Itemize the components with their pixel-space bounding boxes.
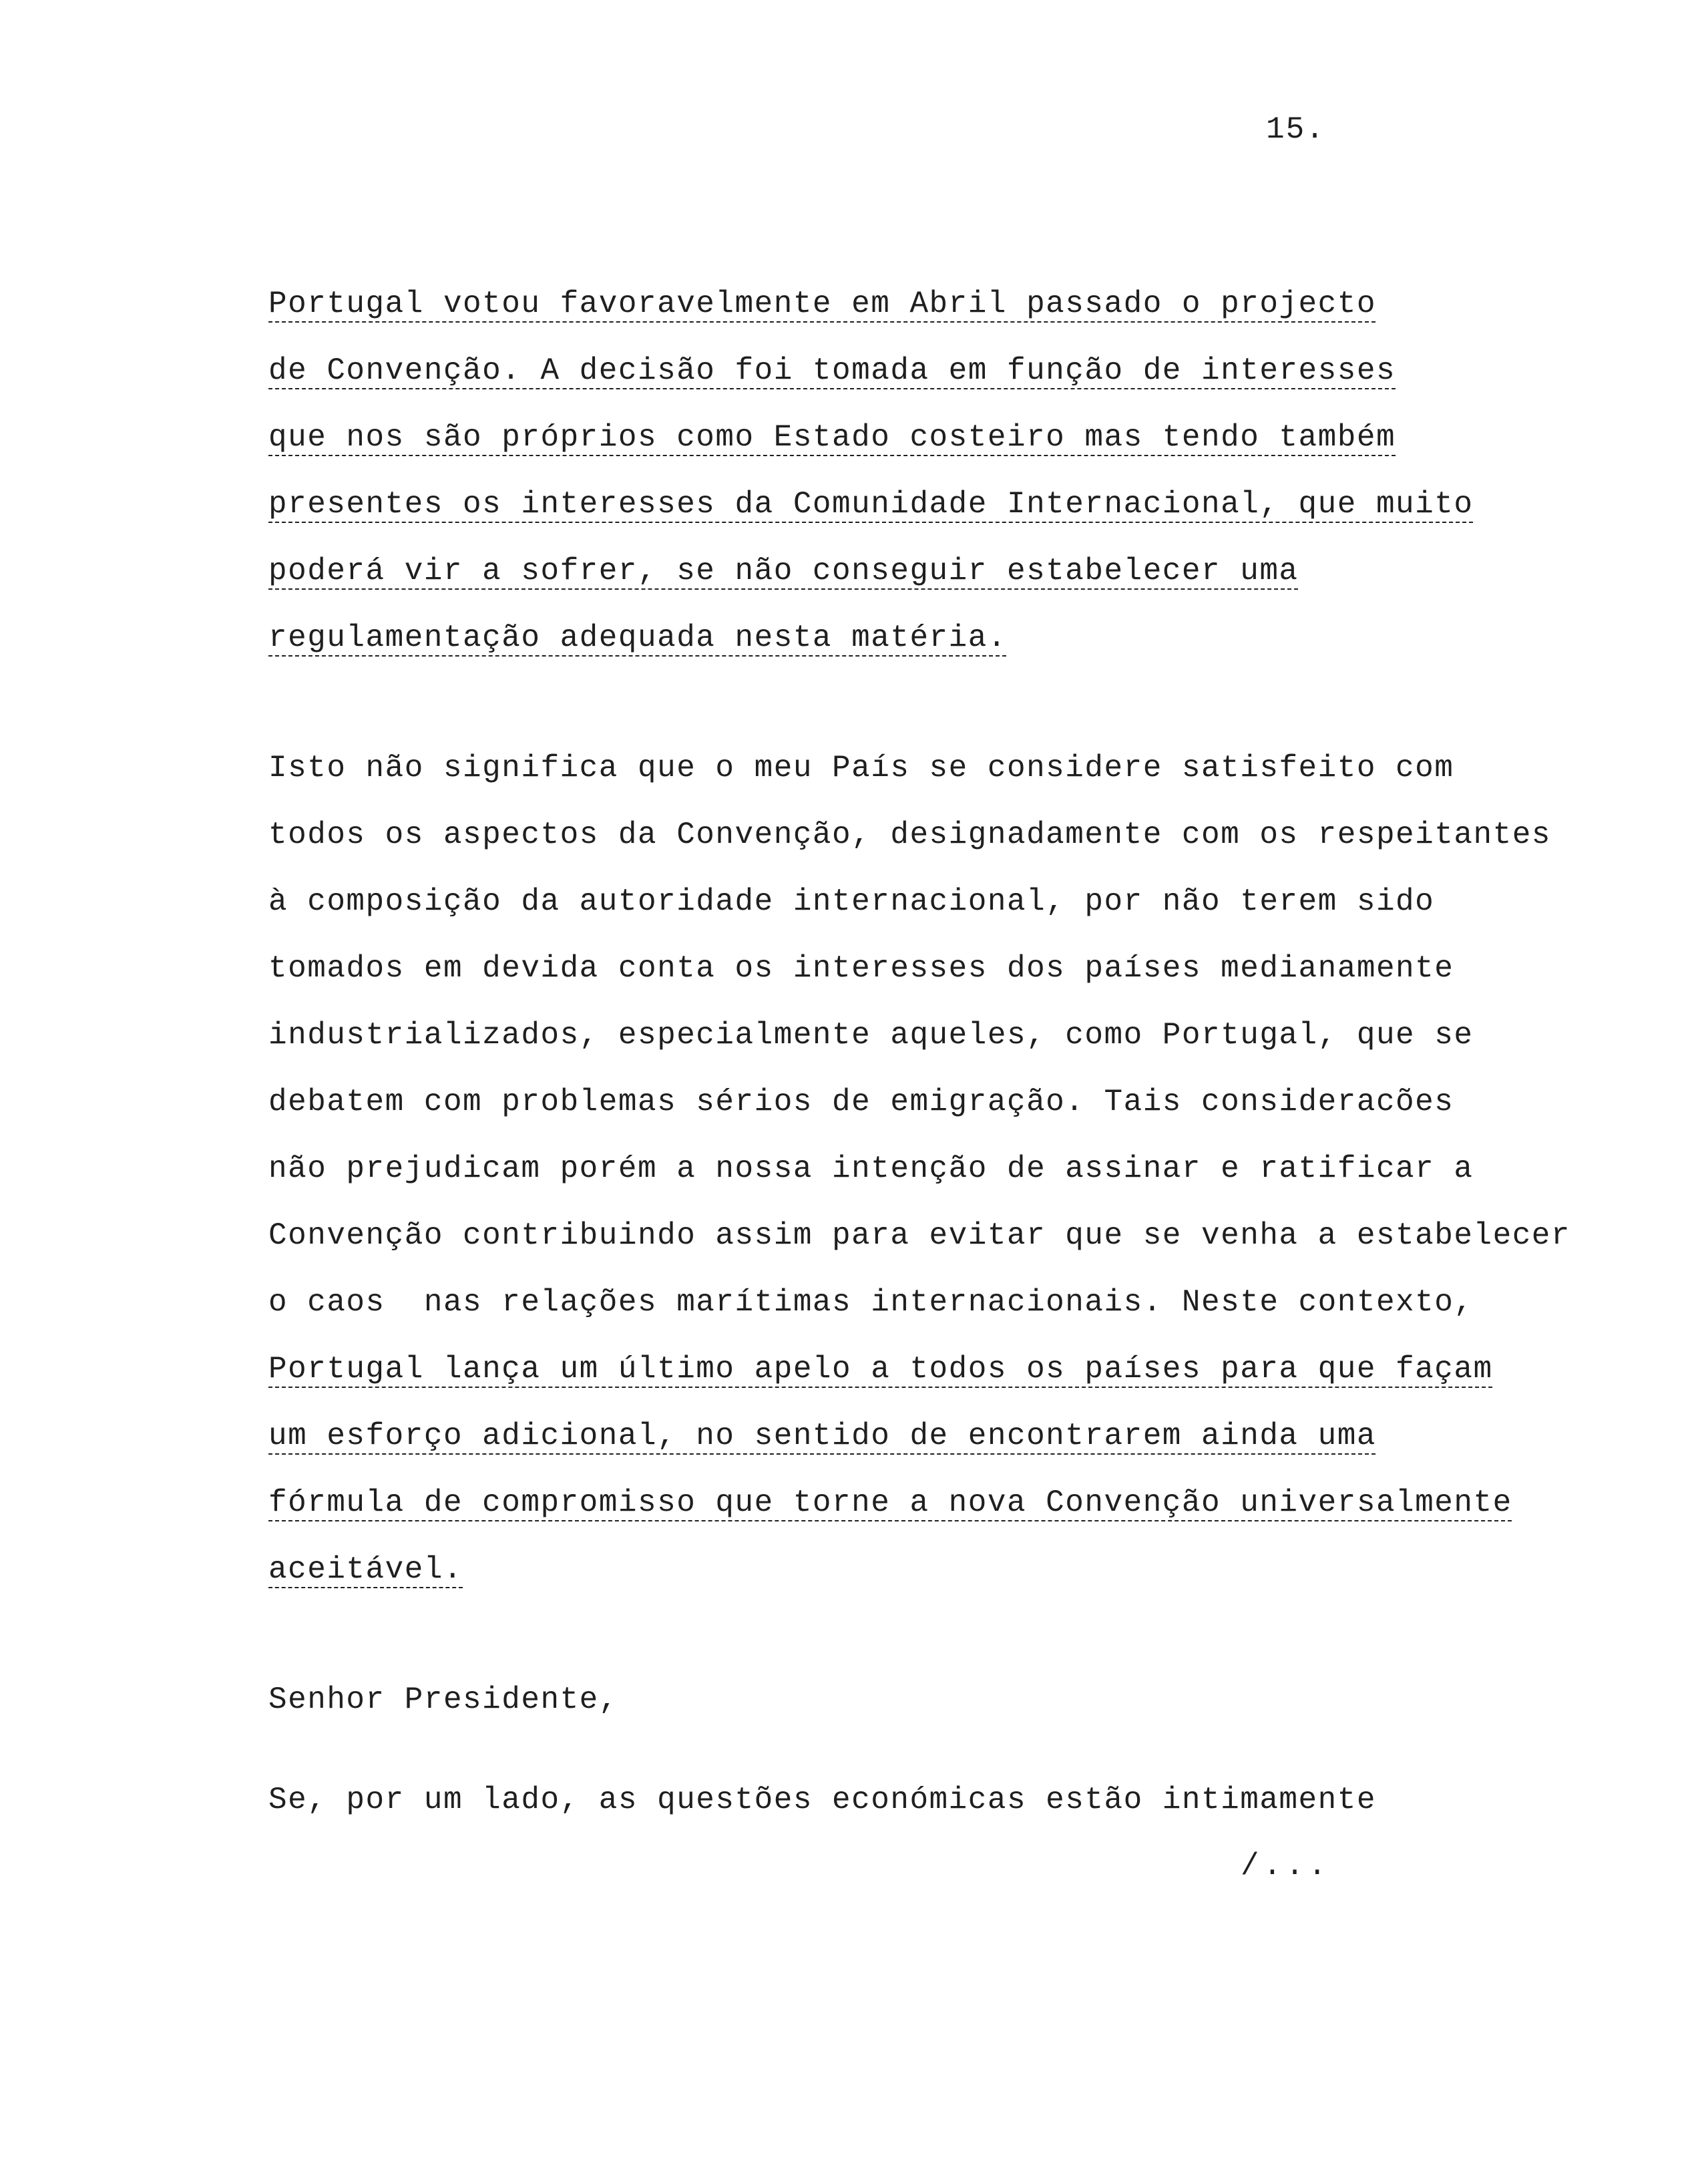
text-line: Isto não significa que o meu País se considere satisfeito com <box>268 751 1454 785</box>
text-line: fórmula de compromisso que torne a nova Convenção universalmente <box>268 1485 1512 1520</box>
text-line: um esforço adicional, no sentido de encontrarem ainda uma <box>268 1419 1376 1453</box>
text-line: não prejudicam porém a nossa intenção de assinar e ratificar a <box>268 1151 1474 1186</box>
text-line: à composição da autoridade internacional, por não terem sido <box>268 884 1435 919</box>
text-line: de Convenção. A decisão foi tomada em função de interesses <box>268 353 1396 388</box>
text-line: que nos são próprios como Estado costeiro mas tendo também <box>268 420 1396 455</box>
text-line: regulamentação adequada nesta matéria. <box>268 620 1007 655</box>
text-line: aceitável. <box>268 1552 463 1587</box>
paragraph-economic-questions <box>268 1767 1631 1833</box>
salutation-block <box>268 1666 1631 1733</box>
text-line: poderá vir a sofrer, se não conseguir estabelecer uma <box>268 554 1299 588</box>
text-line: todos os aspectos da Convenção, designadamente com os respeitantes <box>268 817 1551 852</box>
text-line: o caos nas relações marítimas internacionais. Neste contexto, <box>268 1285 1474 1320</box>
text-line: industrializados, especialmente aqueles, como Portugal, que se <box>268 1018 1474 1053</box>
paragraph-reservations <box>268 735 1631 1603</box>
text-line: presentes os interesses da Comunidade Internacional, que muito <box>268 487 1474 522</box>
page-number: 15. <box>1266 112 1325 147</box>
text-line: Portugal lança um último apelo a todos os países para que façam <box>268 1352 1493 1387</box>
continuation-mark: /... <box>1241 1849 1331 1883</box>
text-line: Se, por um lado, as questões económicas estão intimamente <box>268 1783 1376 1817</box>
paragraph-convention-vote <box>268 270 1631 671</box>
salutation: Senhor Presidente, <box>268 1682 618 1717</box>
text-line: tomados em devida conta os interesses dos países medianamente <box>268 951 1454 986</box>
text-line: Convenção contribuindo assim para evitar que se venha a estabelecer <box>268 1218 1571 1253</box>
text-line: debatem com problemas sérios de emigração. Tais consideracões <box>268 1085 1454 1119</box>
text-line: Portugal votou favoravelmente em Abril passado o projecto <box>268 287 1376 321</box>
